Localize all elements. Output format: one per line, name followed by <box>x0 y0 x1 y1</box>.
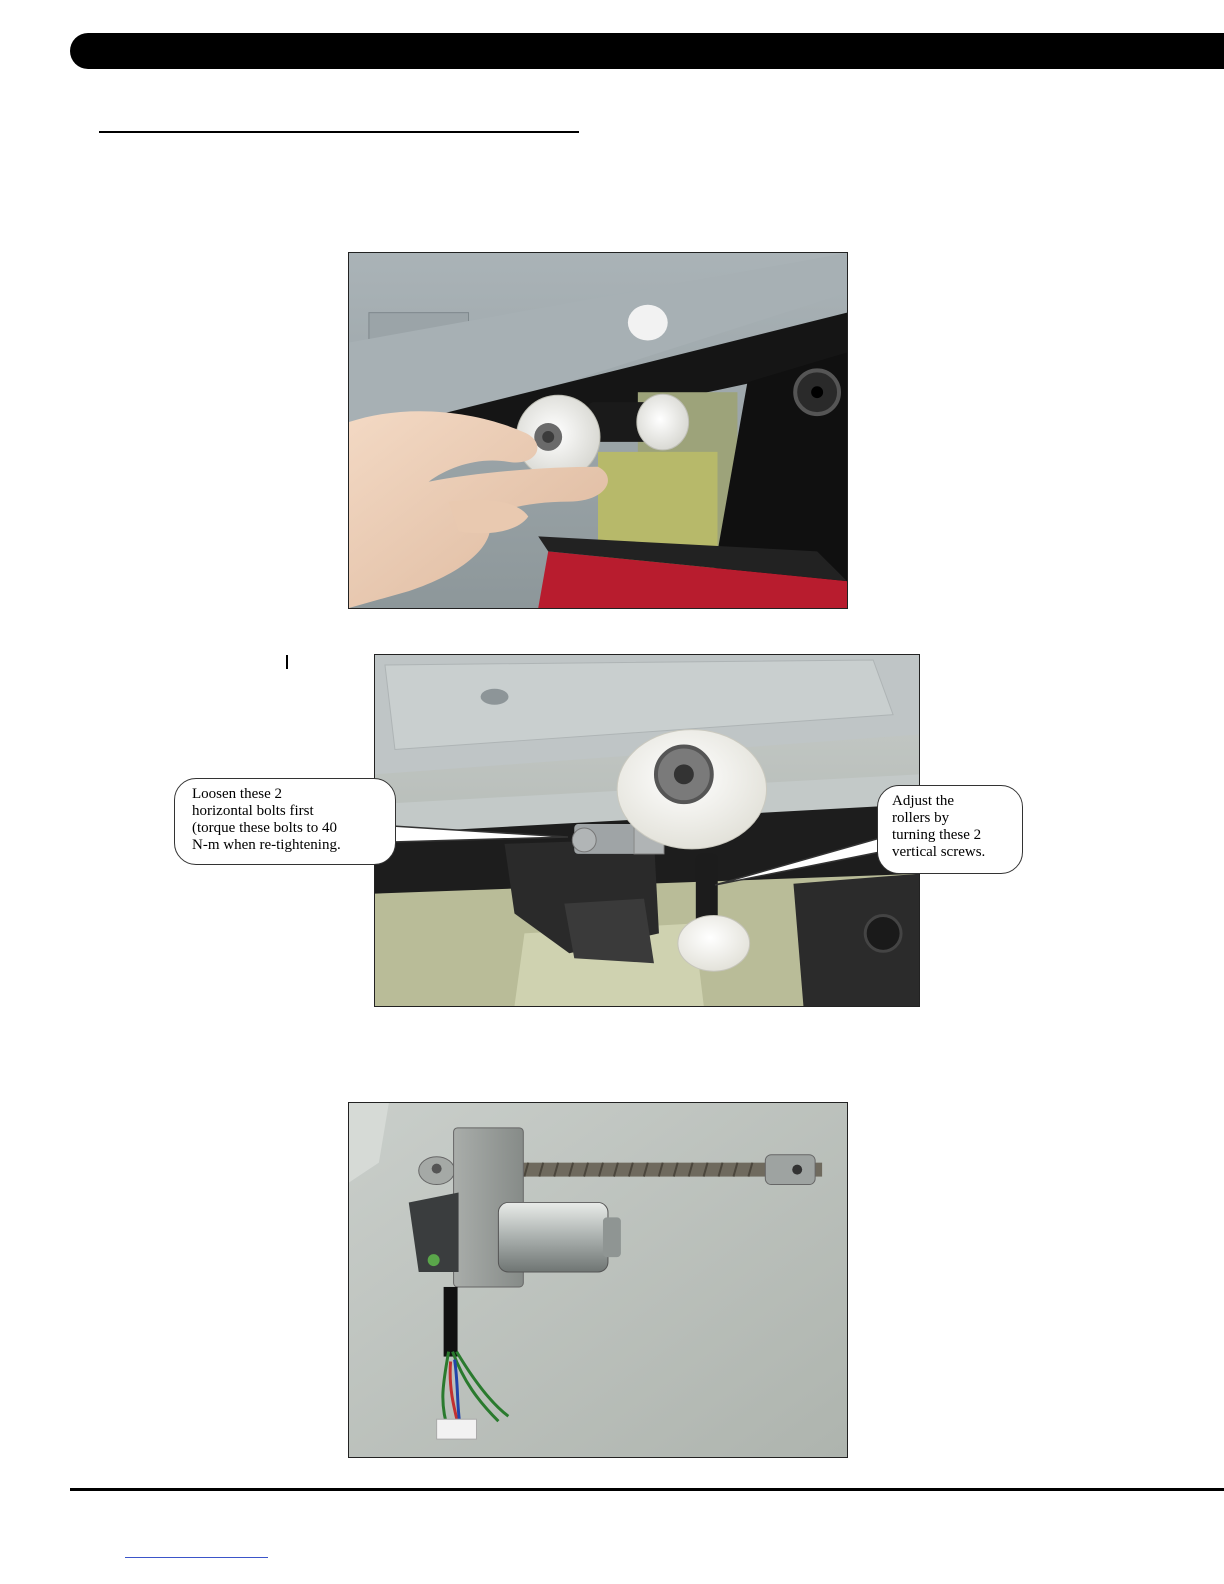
roller-adjustment-photo <box>374 654 920 1007</box>
callout-left-line-2: horizontal bolts first <box>192 803 314 819</box>
callout-adjust-rollers <box>877 785 1023 874</box>
callout-left-line-1: Loosen these 2 <box>192 786 282 802</box>
callout-right-line-1: Adjust the <box>892 793 955 809</box>
roller-hand-photo <box>348 252 848 609</box>
stray-mark <box>286 655 288 669</box>
section-title-underline <box>99 131 579 133</box>
header-bar <box>70 33 1224 69</box>
callout-loosen-bolts <box>174 778 396 865</box>
callout-left-line-3: (torque these bolts to 40 <box>192 820 337 836</box>
footer-link-underline[interactable] <box>125 1557 268 1558</box>
callout-left-line-4: N-m when re-tightening. <box>192 837 341 853</box>
lift-motor-photo <box>348 1102 848 1458</box>
footer-rule <box>70 1488 1224 1491</box>
callout-right-line-3: turning these 2 <box>892 827 982 843</box>
callout-right-line-2: rollers by <box>892 810 950 826</box>
callout-right-line-4: vertical screws. <box>892 844 986 860</box>
